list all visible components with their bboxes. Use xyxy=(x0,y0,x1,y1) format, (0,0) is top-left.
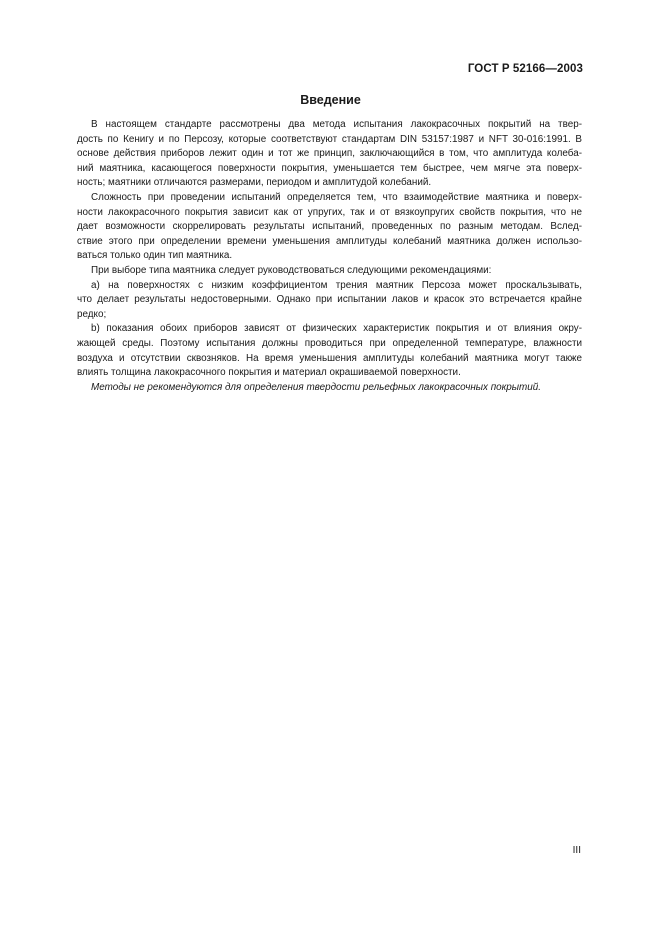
text-line: ваться только один тип маятника. xyxy=(77,250,233,262)
page-number: III xyxy=(572,845,581,856)
body-text xyxy=(77,118,582,395)
text-line: ствие этого при определении времени уменьшения амплитуды колебаний маятника должен использо- xyxy=(77,235,582,247)
paragraph xyxy=(77,191,582,264)
section-title: Введение xyxy=(300,93,361,107)
text-line: ности лакокрасочного покрытия зависит как от упругих, так и от вязкоупругих свойств покрытия, что не xyxy=(77,206,582,218)
text-line: влиять толщина лакокрасочного покрытия и материал окрашиваемой поверхности. xyxy=(77,367,461,379)
paragraph xyxy=(77,264,582,279)
text-line: ний маятника, касающегося поверхности покрытия, уменьшается тем быстрее, чем мягче эта поверх- xyxy=(77,162,582,174)
text-line: b) показания обоих приборов зависят от физических характеристик покрытия и от влияния окру- xyxy=(91,323,582,335)
paragraph xyxy=(77,118,582,191)
text-line: дость по Кенигу и по Персозу, которые соответствуют стандартам DIN 53157:1987 и NFT 30-016:1991. В xyxy=(77,133,582,145)
text-line: а) на поверхностях с низким коэффициентом трения маятник Персоза может проскальзывать, xyxy=(91,279,582,291)
text-line: основе действия приборов лежит один и тот же принцип, заключающийся в том, что амплитуда колеба- xyxy=(77,148,582,160)
text-line: ность; маятники отличаются размерами, периодом и амплитудой колебаний. xyxy=(77,177,432,189)
text-line: При выборе типа маятника следует руководствоваться следующими рекомендациями: xyxy=(91,264,492,276)
list-item xyxy=(77,322,582,380)
text-line: В настоящем стандарте рассмотрены два метода испытания лакокрасочных покрытий на твер- xyxy=(91,119,582,130)
text-line: редко; xyxy=(77,308,107,320)
note-paragraph xyxy=(77,381,582,396)
document-code: ГОСТ Р 52166—2003 xyxy=(467,63,583,75)
text-line: Сложность при проведении испытаний определяется тем, что взаимодействие маятника и поверх- xyxy=(91,191,582,203)
text-line: что делает результаты недостоверными. Однако при испытании лаков и красок это встречается крайне xyxy=(77,294,582,306)
text-line: Методы не рекомендуются для определения твердости рельефных лакокрасочных покрытий. xyxy=(91,381,542,393)
text-line: жающей среды. Поэтому испытания должны проводиться при определенной температуре, влажности xyxy=(77,337,582,349)
text-line: воздуха и отсутствии сквозняков. На время уменьшения амплитуды колебаний маятника могут также xyxy=(77,352,582,364)
text-line: дает возможности скоррелировать результаты испытаний, проведенных по разным методам. Вслед- xyxy=(77,221,582,233)
list-item xyxy=(77,279,582,323)
